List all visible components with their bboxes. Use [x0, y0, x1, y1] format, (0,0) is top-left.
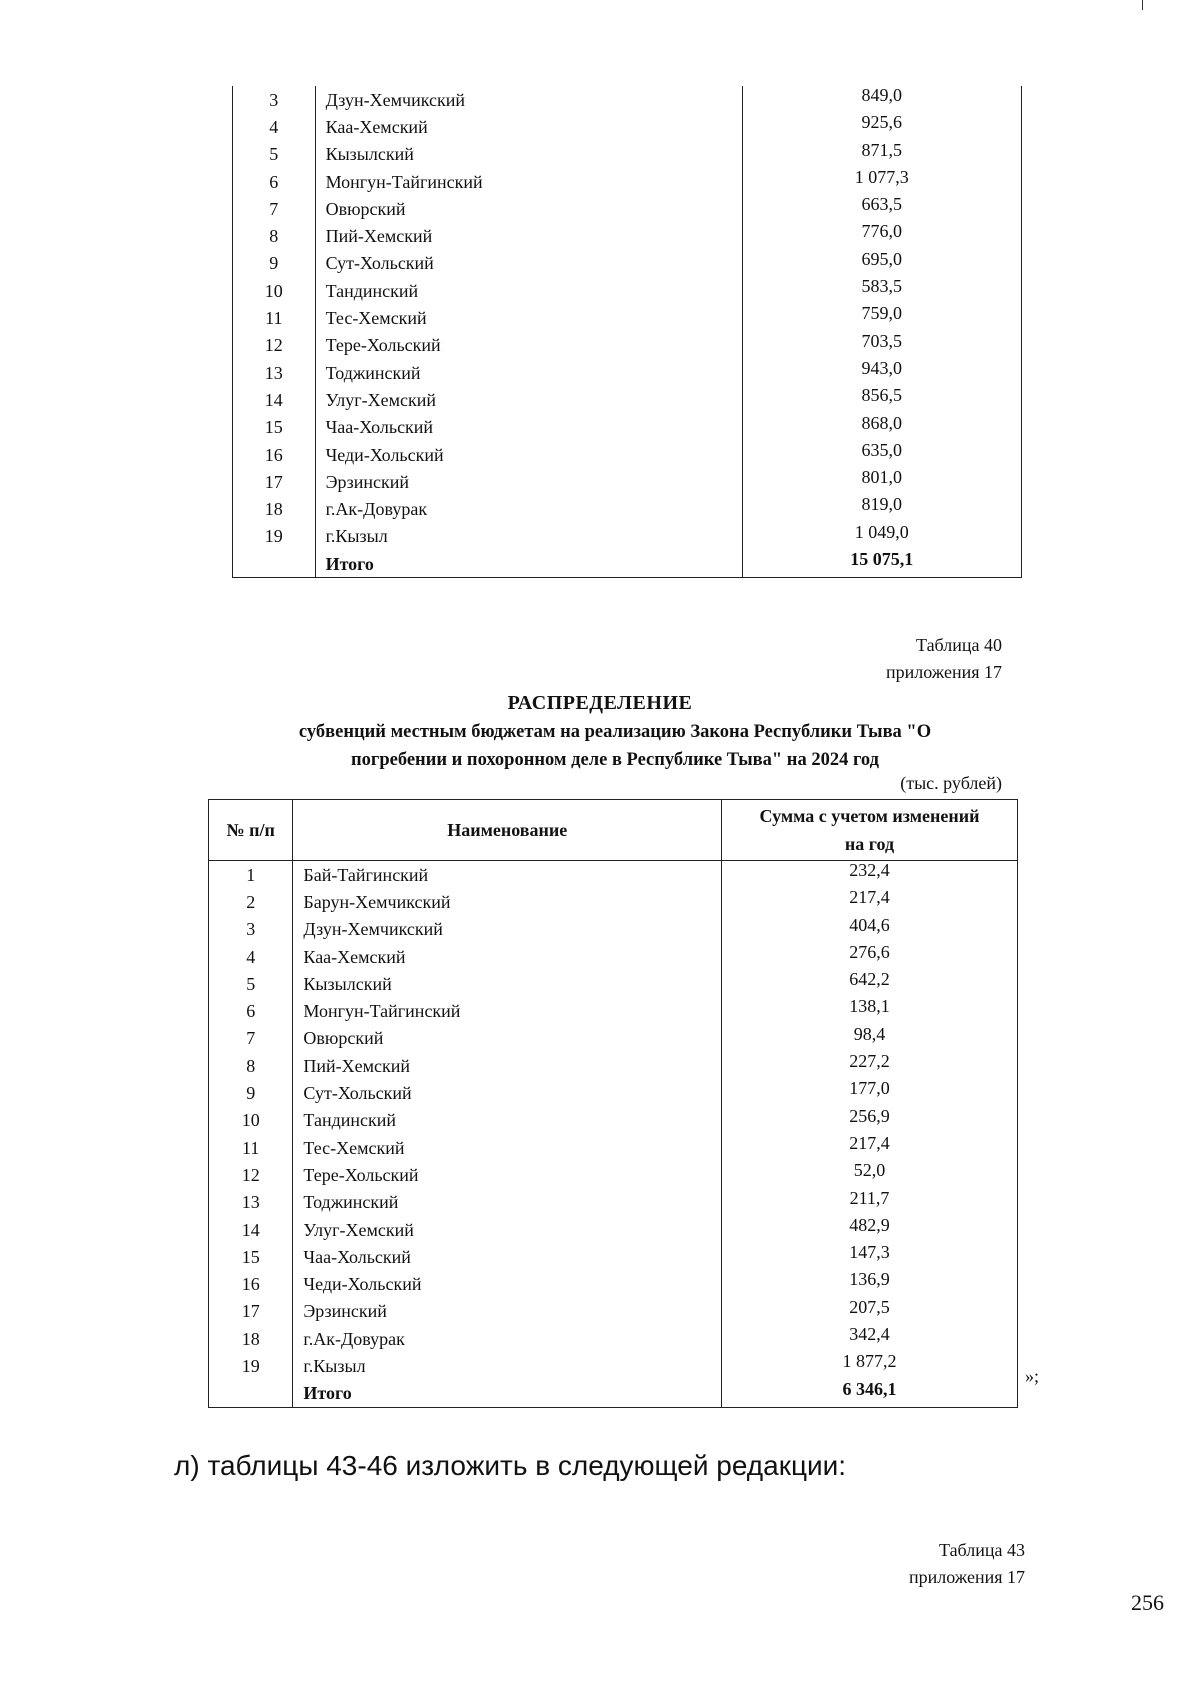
row-number: 8: [209, 1052, 293, 1079]
row-name: Улуг-Хемский: [293, 1216, 722, 1243]
row-number: 17: [209, 1298, 293, 1325]
table40-subtitle: [240, 718, 990, 774]
row-number: 18: [233, 495, 316, 522]
row-name: Чеди-Хольский: [315, 441, 742, 468]
row-number: 18: [209, 1325, 293, 1352]
table-row: [209, 1243, 1018, 1270]
table-row: [233, 141, 1022, 168]
table40: [208, 799, 1018, 1408]
table-row: [209, 943, 1018, 970]
table40-number-label: Таблица 40: [916, 635, 1002, 655]
row-number: 12: [233, 332, 316, 359]
row-value: 856,5: [861, 385, 902, 406]
header-value-line2: на год: [844, 834, 895, 854]
table-row: [233, 277, 1022, 304]
row-number: 8: [233, 222, 316, 249]
row-value: 98,4: [853, 1023, 886, 1044]
table-row: [209, 1189, 1018, 1216]
row-value: 1 877,2: [842, 1351, 897, 1372]
row-number: 14: [233, 386, 316, 413]
row-name: Эрзинский: [315, 468, 742, 495]
table-row: [233, 168, 1022, 195]
row-number: 11: [209, 1134, 293, 1161]
row-value: 482,9: [849, 1214, 890, 1235]
row-name: Тандинский: [315, 277, 742, 304]
row-name: Пий-Хемский: [293, 1052, 722, 1079]
row-value: 217,4: [849, 887, 890, 908]
row-name: Чаа-Хольский: [293, 1243, 722, 1270]
row-number: 4: [233, 113, 316, 140]
table-row: [233, 86, 1022, 113]
row-value: 217,4: [849, 1132, 890, 1153]
row-name: Кызылский: [293, 970, 722, 997]
table-row: [233, 495, 1022, 522]
row-number: 12: [209, 1161, 293, 1188]
page-number: 256: [1131, 1590, 1164, 1615]
units-label: (тыс. рублей): [900, 773, 1002, 793]
row-name: Тоджинский: [293, 1189, 722, 1216]
table-row: [209, 888, 1018, 915]
row-name: Бай-Тайгинский: [293, 861, 722, 889]
table-row: [209, 1270, 1018, 1297]
row-number: 3: [209, 916, 293, 943]
table-row: [209, 1325, 1018, 1352]
table-row: [233, 250, 1022, 277]
page-edge-tick: [1142, 0, 1143, 10]
table43-appendix-label: приложения 17: [908, 1567, 1025, 1587]
row-name: Дзун-Хемчикский: [293, 916, 722, 943]
row-name: Овюрский: [293, 1025, 722, 1052]
table-row: [209, 1079, 1018, 1106]
row-name: Барун-Хемчикский: [293, 888, 722, 915]
row-value: 759,0: [861, 303, 902, 324]
header-value-line1: Сумма с учетом изменений: [759, 806, 980, 826]
row-number: 7: [209, 1025, 293, 1052]
row-value: 871,5: [861, 139, 902, 160]
row-name: Кызылский: [315, 141, 742, 168]
table-row: [233, 414, 1022, 441]
table-row: [233, 195, 1022, 222]
row-number: 10: [233, 277, 316, 304]
row-name: Улуг-Хемский: [315, 386, 742, 413]
row-name: Тере-Хольский: [293, 1161, 722, 1188]
row-number: 9: [233, 250, 316, 277]
row-value: 138,1: [849, 996, 890, 1017]
table43-number-label: Таблица 43: [939, 1540, 1025, 1560]
row-name: Тоджинский: [315, 359, 742, 386]
row-number: 11: [233, 304, 316, 331]
row-number: 3: [233, 86, 316, 113]
row-value: 695,0: [861, 248, 902, 269]
table-row: [233, 113, 1022, 140]
row-value: 207,5: [849, 1296, 890, 1317]
table40-appendix-label: приложения 17: [885, 662, 1002, 682]
row-number: 14: [209, 1216, 293, 1243]
table-row: [209, 1052, 1018, 1079]
row-name: г.Кызыл: [315, 523, 742, 550]
row-value: 227,2: [849, 1051, 890, 1072]
row-name: г.Ак-Довурак: [315, 495, 742, 522]
total-label: Итого: [293, 1380, 722, 1408]
row-number: 16: [233, 441, 316, 468]
header-num: № п/п: [209, 800, 293, 861]
row-number: 1: [209, 861, 293, 889]
row-value: 635,0: [861, 439, 902, 460]
table-row: [209, 1298, 1018, 1325]
row-name: Сут-Хольский: [315, 250, 742, 277]
row-value: 177,0: [849, 1078, 890, 1099]
table40-subtitle-line1: субвенций местным бюджетам на реализацию Закона Республики Тыва "О: [298, 722, 932, 742]
row-number: 10: [209, 1107, 293, 1134]
table-row: [233, 386, 1022, 413]
row-value: 1 077,3: [854, 166, 909, 187]
table-row: [209, 1107, 1018, 1134]
row-name: Дзун-Хемчикский: [315, 86, 742, 113]
row-number: 6: [209, 997, 293, 1024]
table-row: [233, 523, 1022, 550]
header-value: [722, 800, 1018, 861]
table-row: [209, 997, 1018, 1024]
total-row: [209, 1380, 1018, 1408]
row-value: 583,5: [861, 276, 902, 297]
row-name: Тес-Хемский: [315, 304, 742, 331]
row-value: 819,0: [861, 494, 902, 515]
table-row: [209, 861, 1018, 889]
table-row: [209, 916, 1018, 943]
row-value: 801,0: [861, 467, 902, 488]
table-row: [233, 304, 1022, 331]
table40-header-row: [209, 800, 1018, 861]
row-value: 256,9: [849, 1105, 890, 1126]
row-name: Чаа-Хольский: [315, 414, 742, 441]
row-value: 276,6: [849, 941, 890, 962]
row-value: 776,0: [861, 221, 902, 242]
row-value: 52,0: [853, 1160, 886, 1181]
table-row: [233, 441, 1022, 468]
header-name: Наименование: [293, 800, 722, 861]
row-number: 17: [233, 468, 316, 495]
table-row: [233, 222, 1022, 249]
row-name: Пий-Хемский: [315, 222, 742, 249]
row-number: 15: [209, 1243, 293, 1270]
table-row: [209, 1352, 1018, 1379]
row-number: 5: [209, 970, 293, 997]
table-row: [233, 468, 1022, 495]
total-value: 15 075,1: [850, 549, 914, 570]
row-number: 15: [233, 414, 316, 441]
row-value: 147,3: [849, 1242, 890, 1263]
row-name: Тере-Хольский: [315, 332, 742, 359]
table-row: [209, 970, 1018, 997]
row-value: 211,7: [849, 1187, 890, 1208]
table-row: [209, 1161, 1018, 1188]
row-name: Монгун-Тайгинский: [315, 168, 742, 195]
total-row: [233, 550, 1022, 578]
row-name: Каа-Хемский: [315, 113, 742, 140]
row-number: 2: [209, 888, 293, 915]
row-number: 19: [233, 523, 316, 550]
row-value: 663,5: [861, 194, 902, 215]
table-row: [209, 1025, 1018, 1052]
row-value: 1 049,0: [854, 521, 909, 542]
total-num-cell: [233, 550, 316, 578]
row-number: 5: [233, 141, 316, 168]
row-name: Монгун-Тайгинский: [293, 997, 722, 1024]
row-value: 136,9: [849, 1269, 890, 1290]
total-value: 6 346,1: [842, 1378, 897, 1399]
table40-subtitle-line2: погребении и похоронном деле в Республике Тыва" на 2024 год: [351, 750, 879, 770]
row-number: 7: [233, 195, 316, 222]
row-number: 13: [233, 359, 316, 386]
row-number: 6: [233, 168, 316, 195]
row-name: г.Ак-Довурак: [293, 1325, 722, 1352]
row-number: 4: [209, 943, 293, 970]
row-value: 342,4: [849, 1324, 890, 1345]
row-name: Сут-Хольский: [293, 1079, 722, 1106]
total-num-cell: [209, 1380, 293, 1408]
closing-quote: »;: [1025, 1366, 1040, 1386]
table-row: [233, 332, 1022, 359]
table-row: [209, 1216, 1018, 1243]
row-name: Каа-Хемский: [293, 943, 722, 970]
row-name: Чеди-Хольский: [293, 1270, 722, 1297]
row-name: Эрзинский: [293, 1298, 722, 1325]
table40-title: РАСПРЕДЕЛЕНИЕ: [507, 692, 693, 714]
row-number: 16: [209, 1270, 293, 1297]
row-value: 925,6: [861, 112, 902, 133]
row-number: 9: [209, 1079, 293, 1106]
row-value: 703,5: [861, 330, 902, 351]
table-continued: [232, 86, 1022, 578]
row-value: 849,0: [861, 85, 902, 105]
row-number: 19: [209, 1352, 293, 1379]
table-row: [209, 1134, 1018, 1161]
instruction-text: л) таблицы 43-46 изложить в следующей редакции:: [174, 1450, 847, 1481]
table-row: [233, 359, 1022, 386]
row-name: г.Кызыл: [293, 1352, 722, 1379]
row-name: Тес-Хемский: [293, 1134, 722, 1161]
row-name: Тандинский: [293, 1107, 722, 1134]
row-value: 868,0: [861, 412, 902, 433]
total-label: Итого: [315, 550, 742, 578]
row-value: 404,6: [849, 914, 890, 935]
row-value: 943,0: [861, 357, 902, 378]
row-name: Овюрский: [315, 195, 742, 222]
row-number: 13: [209, 1189, 293, 1216]
row-value: 232,4: [849, 860, 890, 880]
row-value: 642,2: [849, 969, 890, 990]
